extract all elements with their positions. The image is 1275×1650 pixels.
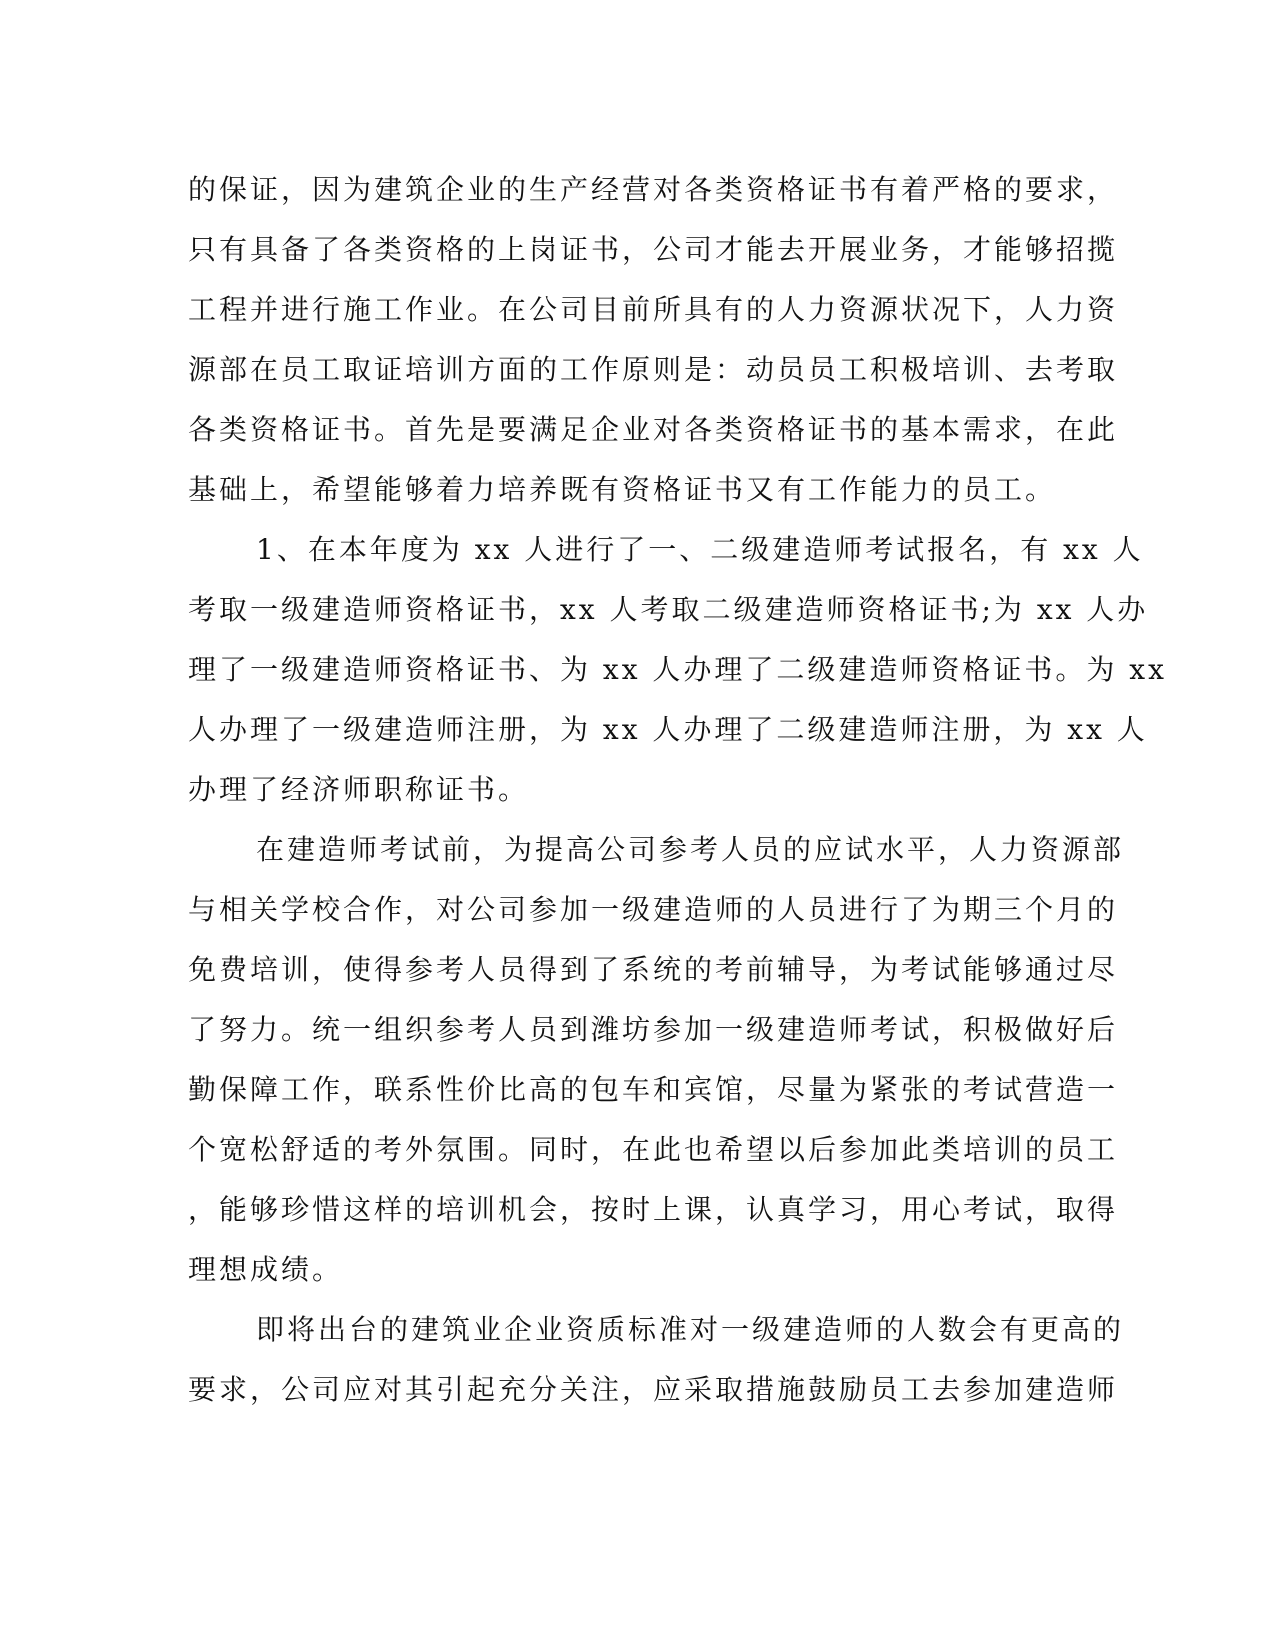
text-line: 基础上，希望能够着力培养既有资格证书又有工作能力的员工。 — [188, 473, 1057, 506]
text-line: 个宽松舒适的考外氛围。同时，在此也希望以后参加此类培训的员工 — [188, 1133, 1119, 1166]
text-line: 的保证，因为建筑企业的生产经营对各类资格证书有着严格的要求， — [188, 173, 1119, 206]
text-line: 了努力。统一组织参考人员到潍坊参加一级建造师考试，积极做好后 — [188, 1013, 1119, 1046]
text-line: 办理了经济师职称证书。 — [188, 773, 530, 806]
paragraph-first-line: 在建造师考试前，为提高公司参考人员的应试水平，人力资源部 — [256, 833, 1125, 866]
text-line: 工程并进行施工作业。在公司目前所具有的人力资源状况下，人力资 — [188, 293, 1119, 326]
paragraph-first-line: 即将出台的建筑业企业资质标准对一级建造师的人数会有更高的 — [256, 1313, 1125, 1346]
text-line: 理想成绩。 — [188, 1253, 344, 1286]
text-line: 考取一级建造师资格证书，xx 人考取二级建造师资格证书;为 xx 人办 — [188, 593, 1149, 626]
text-line: 勤保障工作，联系性价比高的包车和宾馆，尽量为紧张的考试营造一 — [188, 1073, 1119, 1106]
text-line: 人办理了一级建造师注册，为 xx 人办理了二级建造师注册，为 xx 人 — [188, 713, 1148, 746]
text-line: 要求，公司应对其引起充分关注，应采取措施鼓励员工去参加建造师 — [188, 1373, 1119, 1406]
text-line: 理了一级建造师资格证书、为 xx 人办理了二级建造师资格证书。为 xx — [188, 653, 1167, 686]
text-line: ，能够珍惜这样的培训机会，按时上课，认真学习，用心考试，取得 — [188, 1193, 1119, 1226]
text-line: 与相关学校合作，对公司参加一级建造师的人员进行了为期三个月的 — [188, 893, 1119, 926]
text-line: 源部在员工取证培训方面的工作原则是：动员员工积极培训、去考取 — [188, 353, 1119, 386]
text-line: 免费培训，使得参考人员得到了系统的考前辅导，为考试能够通过尽 — [188, 953, 1119, 986]
body-text — [188, 160, 1167, 1420]
paragraph-first-line: 1、在本年度为 xx 人进行了一、二级建造师考试报名，有 xx 人 — [256, 533, 1144, 566]
text-line: 只有具备了各类资格的上岗证书，公司才能去开展业务，才能够招揽 — [188, 233, 1119, 266]
text-line: 各类资格证书。首先是要满足企业对各类资格证书的基本需求，在此 — [188, 413, 1119, 446]
